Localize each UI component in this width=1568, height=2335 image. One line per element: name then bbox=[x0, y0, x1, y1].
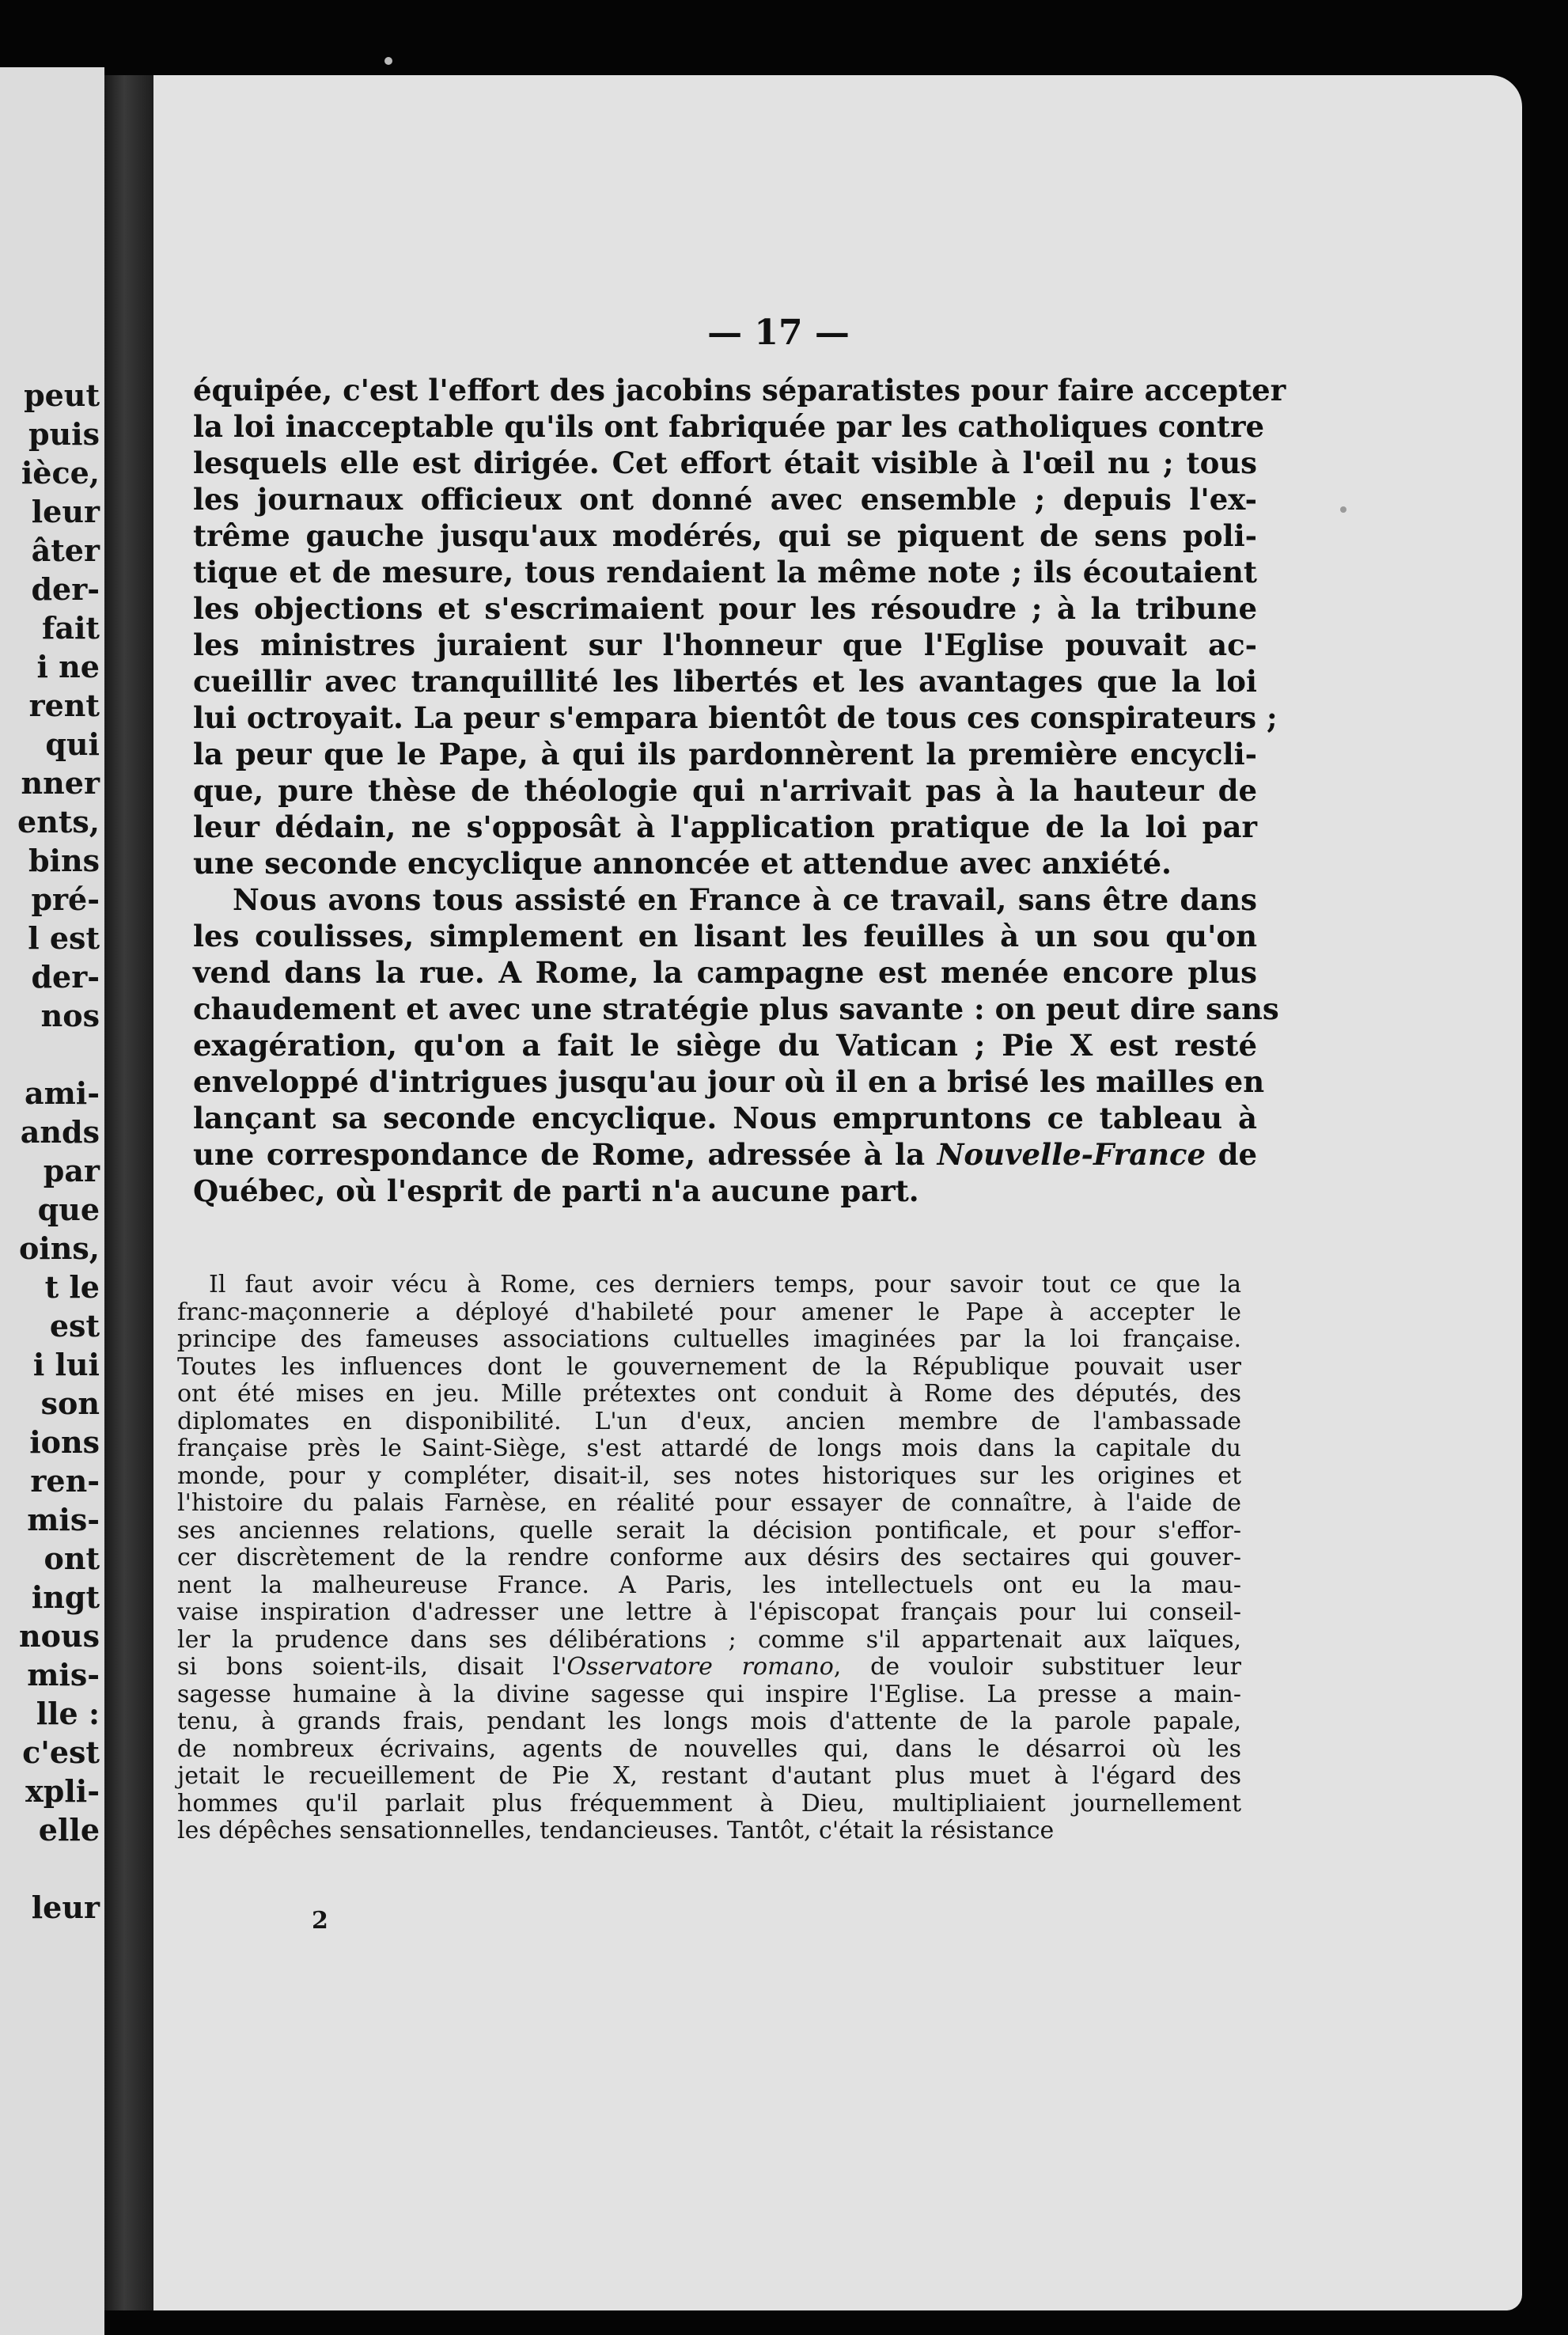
quote-line: Il faut avoir vécu à Rome, ces derniers temps, pour savoir tout ce que la bbox=[209, 1271, 1241, 1298]
text-line: leur dédain, ne s'opposât à l'application pratique de la loi par bbox=[193, 809, 1257, 844]
quote-line: franc-maçonnerie a déployé d'habileté pour amener le Pape à accepter le bbox=[177, 1298, 1241, 1326]
text-line: lui octroyait. La peur s'empara bientôt de tous ces conspirateurs ; bbox=[193, 700, 1278, 735]
text-segment: de bbox=[1218, 1137, 1257, 1172]
facing-page-fragment: ami- bbox=[24, 1075, 100, 1111]
quote-line: ont été mises en jeu. Mille prétextes ont conduit à Rome des députés, des bbox=[177, 1380, 1241, 1408]
text-line: Québec, où l'esprit de parti n'a aucune part. bbox=[193, 1173, 919, 1208]
facing-page-fragment bbox=[17, 1849, 100, 1888]
facing-page-fragment: nous bbox=[19, 1618, 100, 1654]
facing-page-left bbox=[0, 67, 104, 2335]
quote-line: tenu, à grands frais, pendant les longs mois d'attente de la parole papale, bbox=[177, 1708, 1241, 1735]
quote-line: sagesse humaine à la divine sagesse qui inspire l'Eglise. La presse a main- bbox=[177, 1680, 1241, 1708]
quote-line: nent la malheureuse France. A Paris, les intellectuels ont eu la mau- bbox=[177, 1571, 1241, 1599]
facing-page-fragment: leur bbox=[31, 1890, 100, 1925]
page-number: — 17 — bbox=[707, 313, 850, 353]
facing-page-fragment: l est bbox=[28, 920, 100, 956]
facing-page-fragment: ions bbox=[29, 1424, 100, 1460]
text-line bbox=[193, 1136, 1257, 1173]
quote-line: les dépêches sensationnelles, tendancieuses. Tantôt, c'était la résistance bbox=[177, 1817, 1055, 1844]
facing-page-fragment: ingt bbox=[31, 1579, 100, 1615]
main-text bbox=[193, 372, 1286, 1209]
quote-line: principe des fameuses associations cultuelles imaginées par la loi française. bbox=[177, 1325, 1241, 1353]
text-line: les ministres juraient sur l'honneur que l'Eglise pouvait ac- bbox=[193, 627, 1257, 662]
text-line: cueillir avec tranquillité les libertés et les avantages que la loi bbox=[193, 664, 1257, 699]
quote-line: hommes qu'il parlait plus fréquemment à Dieu, multipliaient journellement bbox=[177, 1789, 1241, 1818]
facing-page-fragment: ands bbox=[20, 1114, 100, 1150]
text-line: la loi inacceptable qu'ils ont fabriquée par les catholiques contre bbox=[193, 409, 1264, 444]
facing-page-fragment: âter bbox=[31, 533, 100, 568]
quote-line: ler la prudence dans ses délibérations ; comme s'il appartenait aux laïques, bbox=[177, 1625, 1241, 1654]
text-line: les objections et s'escrimaient pour les résoudre ; à la tribune bbox=[193, 591, 1257, 626]
text-line: équipée, c'est l'effort des jacobins séparatistes pour faire accepter bbox=[193, 373, 1286, 407]
text-line: enveloppé d'intrigues jusqu'au jour où il en a brisé les mailles en bbox=[193, 1064, 1265, 1099]
text-line: que, pure thèse de théologie qui n'arrivait pas à la hauteur de bbox=[193, 773, 1257, 808]
text-line: Nous avons tous assisté en France à ce travail, sans être dans bbox=[233, 882, 1257, 917]
facing-page-fragment: est bbox=[49, 1308, 100, 1344]
facing-page-text bbox=[17, 376, 100, 1927]
facing-page-fragment: rent bbox=[28, 688, 100, 723]
signature-mark: 2 bbox=[312, 1907, 328, 1935]
facing-page-fragment: xpli- bbox=[25, 1773, 100, 1809]
facing-page-fragment: ents, bbox=[17, 804, 100, 840]
facing-page-fragment: fait bbox=[42, 610, 100, 646]
quote-line: vaise inspiration d'adresser une lettre à l'épiscopat français pour lui conseil- bbox=[177, 1598, 1241, 1626]
facing-page-fragment: leur bbox=[31, 494, 100, 529]
quote-line bbox=[177, 1654, 1241, 1681]
facing-page-fragment: ont bbox=[44, 1541, 100, 1576]
dust-speck bbox=[1340, 506, 1346, 513]
text-segment: une correspondance de Rome, adressée à la bbox=[193, 1137, 926, 1172]
facing-page-fragment: bins bbox=[28, 843, 100, 878]
book-gutter bbox=[104, 75, 153, 2310]
quote-line: l'histoire du palais Farnèse, en réalité pour essayer de connaître, à l'aide de bbox=[177, 1489, 1241, 1517]
facing-page-fragment: ièce, bbox=[21, 455, 100, 491]
quote-line: Toutes les influences dont le gouvernement de la République pouvait user bbox=[177, 1352, 1241, 1381]
quote-line: française près le Saint-Siège, s'est attardé de longs mois dans la capitale du bbox=[177, 1435, 1241, 1462]
text-line: exagération, qu'on a fait le siège du Vatican ; Pie X est resté bbox=[193, 1028, 1257, 1063]
facing-page-fragment: i ne bbox=[36, 649, 100, 684]
quote-line: ses anciennes relations, quelle serait la décision pontificale, et pour s'effor- bbox=[177, 1516, 1241, 1545]
text-line: lesquels elle est dirigée. Cet effort était visible à l'œil nu ; tous bbox=[193, 445, 1257, 480]
text-line: vend dans la rue. A Rome, la campagne est menée encore plus bbox=[193, 955, 1257, 990]
text-line: chaudement et avec une stratégie plus savante : on peut dire sans bbox=[193, 991, 1279, 1026]
text-line: trême gauche jusqu'aux modérés, qui se piquent de sens poli- bbox=[193, 518, 1257, 553]
journal-title: Nouvelle-France bbox=[937, 1137, 1206, 1172]
facing-page-fragment: puis bbox=[28, 416, 100, 452]
facing-page-fragment: que bbox=[37, 1192, 100, 1227]
quote-line: de nombreux écrivains, agents de nouvelles qui, dans le désarroi où les bbox=[177, 1734, 1241, 1763]
facing-page-fragment: lle : bbox=[36, 1696, 100, 1731]
quoted-correspondence bbox=[177, 1272, 1241, 1845]
text-line: tique et de mesure, tous rendaient la même note ; ils écoutaient bbox=[193, 555, 1257, 589]
facing-page-fragment: i lui bbox=[32, 1347, 100, 1382]
quote-line: cer discrètement de la rendre conforme aux désirs des sectaires qui gouver- bbox=[177, 1544, 1241, 1571]
facing-page-fragment: peut bbox=[24, 377, 100, 413]
facing-page-fragment: par bbox=[43, 1153, 100, 1188]
text-line: lançant sa seconde encyclique. Nous empruntons ce tableau à bbox=[193, 1101, 1257, 1135]
facing-page-fragment: pré- bbox=[31, 881, 100, 917]
facing-page-fragment: mis- bbox=[27, 1657, 100, 1692]
facing-page-fragment: nner bbox=[21, 765, 100, 801]
text-segment: si bons soient-ils, disait l' bbox=[177, 1653, 567, 1681]
facing-page-fragment: der- bbox=[31, 571, 100, 607]
newspaper-title: Osservatore romano bbox=[566, 1653, 834, 1681]
text-segment: , de vouloir substituer leur bbox=[833, 1653, 1241, 1681]
text-line: une seconde encyclique annoncée et attendue avec anxiété. bbox=[193, 846, 1172, 881]
text-line: les coulisses, simplement en lisant les feuilles à un sou qu'on bbox=[193, 919, 1257, 953]
text-line: les journaux officieux ont donné avec ensemble ; depuis l'ex- bbox=[193, 482, 1257, 517]
facing-page-fragment: t le bbox=[44, 1269, 100, 1305]
facing-page-fragment: qui bbox=[45, 726, 100, 762]
paragraph-2 bbox=[193, 881, 1279, 1209]
facing-page-fragment: c'est bbox=[22, 1734, 100, 1770]
facing-page-fragment: son bbox=[40, 1385, 100, 1421]
text-line: la peur que le Pape, à qui ils pardonnèrent la première encycli- bbox=[193, 737, 1257, 771]
facing-page-fragment: der- bbox=[31, 959, 100, 995]
facing-page-fragment: elle bbox=[38, 1812, 100, 1848]
dust-speck bbox=[384, 57, 392, 65]
facing-page-fragment: nos bbox=[40, 998, 100, 1033]
quote-line: jetait le recueillement de Pie X, restant d'autant plus muet à l'égard des bbox=[177, 1762, 1241, 1790]
facing-page-fragment: mis- bbox=[27, 1502, 100, 1537]
quote-line: monde, pour y compléter, disait-il, ses notes historiques sur les origines et bbox=[177, 1461, 1241, 1490]
quote-line: diplomates en disponibilité. L'un d'eux, ancien membre de l'ambassade bbox=[177, 1407, 1241, 1435]
facing-page-fragment: oins, bbox=[18, 1230, 100, 1266]
paragraph-1 bbox=[193, 372, 1286, 881]
facing-page-fragment bbox=[17, 1035, 100, 1074]
page-17 bbox=[153, 75, 1522, 2310]
facing-page-fragment: ren- bbox=[30, 1463, 100, 1499]
